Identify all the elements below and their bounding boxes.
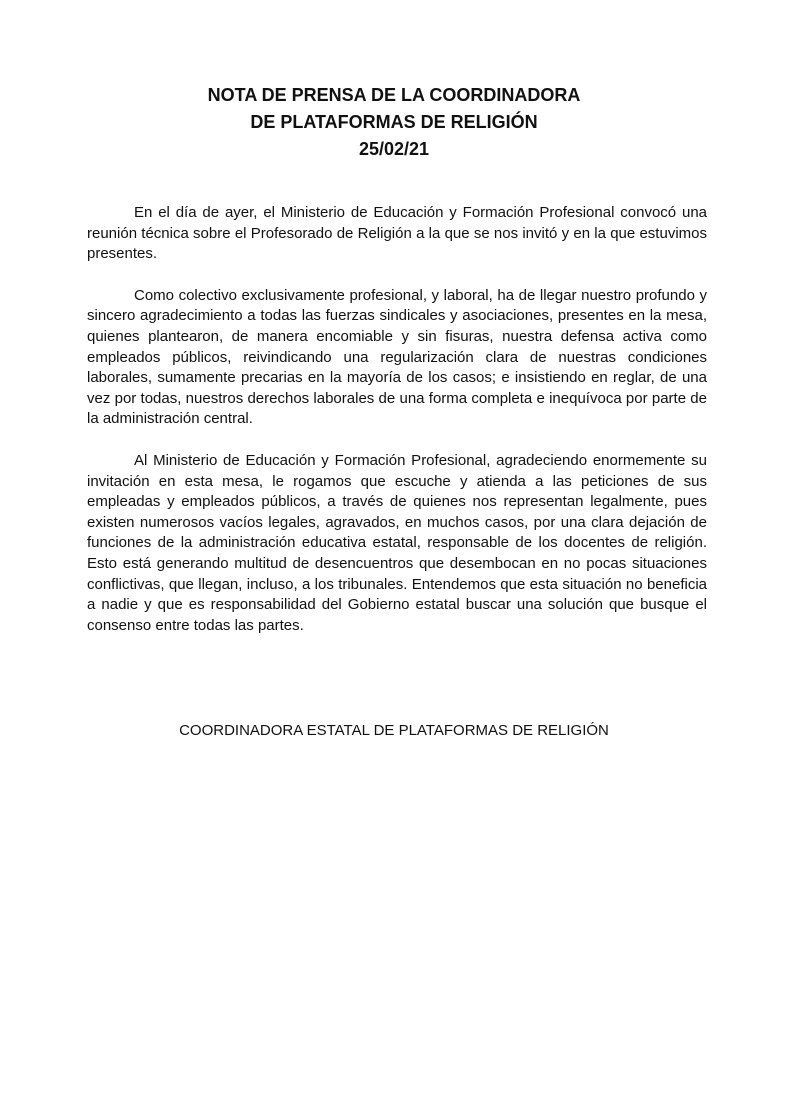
paragraph-1: En el día de ayer, el Ministerio de Educación y Formación Profesional convocó una reunión técnica sobre el Profesorado de Religión a la que se nos invitó y en la que estuvimos presentes. [87,204,707,263]
title-line-1: NOTA DE PRENSA DE LA COORDINADORA [207,85,581,105]
paragraph-3: Al Ministerio de Educación y Formación Profesional, agradeciendo enormemente su invitación en esta mesa, le rogamos que escuche y atienda a las peticiones de sus empleadas y empleados públicos, a través de quienes nos representan legalmente, pues existen numerosos vacíos legales, agravados, en muchos casos, por una clara dejación de funciones de la administración educativa estatal, responsable de los docentes de religión. Esto está generando multitud de desencuentros que desembocan en no pocas situaciones conflictivas, que llegan, incluso, a los tribunales. Entendemos que esta situación no beneficia a nadie y que es responsabilidad del Gobierno estatal buscar una solución que busque el consenso entre todas las partes. [87,451,707,634]
title-line-2: DE PLATAFORMAS DE RELIGIÓN [250,112,538,132]
title-date: 25/02/21 [358,139,430,159]
paragraph-2: Como colectivo exclusivamente profesional, y laboral, ha de llegar nuestro profundo y sincero agradecimiento a todas las fuerzas sindicales y asociaciones, presentes en la mesa, quienes plantearon, de manera encomiable y sin fisuras, nuestra defensa activa como empleados públicos, reivindicando una regularización clara de nuestras condiciones laborales, sumamente precarias en la mayoría de los casos; e insistiendo en reglar, de una vez por todas, nuestros derechos laborales de una forma completa e inequívoca por parte de la administración central. [87,286,707,428]
signature: COORDINADORA ESTATAL DE PLATAFORMAS DE RELIGIÓN [179,722,609,739]
press-release-body [87,203,707,657]
press-release-title [0,82,788,163]
